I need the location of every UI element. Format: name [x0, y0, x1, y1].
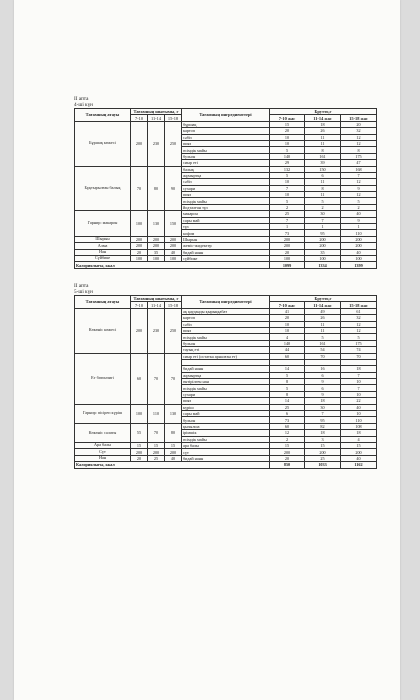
gross-value: 74 — [341, 347, 377, 353]
header-portion-age: 11-14 — [148, 115, 165, 121]
dish-name: Сүйбике — [75, 255, 131, 261]
gross-value: 7 — [341, 372, 377, 378]
ingredient-name: сухари — [182, 391, 270, 397]
ingredient-name: пияз — [182, 192, 270, 198]
portion-value: 35 — [148, 249, 165, 255]
gross-value: 168 — [341, 166, 377, 172]
gross-value: 110 — [341, 230, 377, 236]
gross-value: 15 — [305, 442, 341, 448]
gross-value: 30 — [305, 211, 341, 217]
portion-value: 130 — [165, 404, 182, 423]
ingredient-name: күріш — [182, 404, 270, 410]
ingredient-name: өсімдік майы — [182, 198, 270, 204]
total-label: Калориялығы, ккал — [75, 462, 270, 468]
gross-value: 6 — [305, 385, 341, 391]
gross-value: 5 — [341, 198, 377, 204]
ingredient-name: картоп — [182, 315, 270, 321]
portion-value: 60 — [131, 353, 148, 404]
gross-value: 20 — [270, 455, 305, 461]
gross-value: 200 — [270, 449, 305, 455]
gross-value: 20 — [270, 249, 305, 255]
ingredient-name: ара балы — [182, 442, 270, 448]
gross-value: 175 — [341, 340, 377, 346]
dish-name: Нан — [75, 249, 131, 255]
gross-value: 11 — [305, 192, 341, 198]
total-value: 1334 — [305, 262, 341, 268]
gross-value: 175 — [341, 153, 377, 159]
gross-value: 73 — [270, 230, 305, 236]
ingredient-name: балық — [182, 166, 270, 172]
ingredient-name: жұмыртқа — [182, 172, 270, 178]
ingredient-name: ірімшік — [182, 430, 270, 436]
portion-value: 80 — [148, 166, 165, 211]
gross-value: 2 — [270, 204, 305, 210]
gross-value: 7 — [341, 385, 377, 391]
gross-value: 30 — [305, 404, 341, 410]
header-portion: Тағамның шығымы, г — [131, 296, 182, 302]
header-gross: Брутто,г — [270, 109, 377, 115]
portion-value: 70 — [165, 353, 182, 404]
dish-name: Алма — [75, 243, 131, 249]
ingredient-name: Шырын — [182, 236, 270, 242]
gross-value: 200 — [305, 236, 341, 242]
ingredient-name: жеміс-жидектер — [182, 243, 270, 249]
day-label: 5-ші күн — [74, 289, 93, 295]
gross-value: 7 — [305, 411, 341, 417]
gross-value: 15 — [270, 442, 305, 448]
portion-value: 70 — [148, 353, 165, 404]
menu-table — [74, 108, 377, 269]
header-gross: Брутто,г — [270, 296, 377, 302]
ingredient-name: сүт — [182, 449, 270, 455]
gross-value: 12 — [341, 192, 377, 198]
week-label: II апта — [74, 96, 89, 102]
ingredient-name: тауық еті — [182, 347, 270, 353]
ingredient-name: бульон — [182, 340, 270, 346]
gross-value: 10 — [270, 192, 305, 198]
ingredient-name: өнтірілген нан — [182, 379, 270, 385]
portion-value: 200 — [148, 449, 165, 455]
portion-value: 15 — [148, 442, 165, 448]
ingredient-name: пияз — [182, 327, 270, 333]
portion-value: 200 — [131, 236, 148, 242]
gross-value: 25 — [270, 404, 305, 410]
gross-value: 8 — [305, 147, 341, 153]
gross-value: 60 — [270, 423, 305, 429]
portion-value: 200 — [165, 449, 182, 455]
gross-value: 5 — [341, 334, 377, 340]
ingredient-name: сәбіз — [182, 179, 270, 185]
gross-value: 7 — [270, 185, 305, 191]
header-portion: Тағамның шығымы, г — [131, 109, 182, 115]
gross-value: 47 — [341, 160, 377, 166]
total-row — [75, 262, 377, 268]
menu-day-5 — [74, 283, 376, 469]
gross-value: 4 — [270, 334, 305, 340]
portion-value: 250 — [165, 121, 182, 166]
portion-value: 200 — [148, 243, 165, 249]
gross-value: 11 — [305, 140, 341, 146]
gross-value: 200 — [341, 243, 377, 249]
portion-value: 100 — [148, 255, 165, 261]
menu-day-4 — [74, 96, 376, 269]
gross-value: 41 — [270, 308, 305, 314]
portion-value: 200 — [165, 243, 182, 249]
header-age: 15-18 жас — [341, 115, 377, 121]
portion-value: 70 — [148, 423, 165, 442]
header-portion-age: 15-18 — [165, 115, 182, 121]
portion-value: 90 — [165, 166, 182, 211]
gross-value: 8 — [270, 379, 305, 385]
gross-value: 6 — [305, 372, 341, 378]
total-value: 1033 — [305, 462, 341, 468]
menu-table — [74, 295, 377, 469]
header-dish: Тағамның атауы — [75, 296, 131, 309]
gross-value: 200 — [270, 243, 305, 249]
portion-value: 110 — [148, 404, 165, 423]
portion-value: 20 — [131, 249, 148, 255]
gross-value: 40 — [341, 455, 377, 461]
header-age: 7-10 жас — [270, 115, 305, 121]
total-value: 1162 — [341, 462, 377, 468]
gross-value: 5 — [270, 147, 305, 153]
header-portion-age: 7-10 — [131, 115, 148, 121]
gross-value: 61 — [341, 308, 377, 314]
header-ingredients: Тағамның ингредиенттері — [182, 109, 270, 122]
gross-value: 200 — [270, 236, 305, 242]
ingredient-name: бидай нанн — [182, 366, 270, 372]
gross-value: 7 — [341, 172, 377, 178]
gross-value: 110 — [341, 417, 377, 423]
header-portion-age: 15-18 — [165, 302, 182, 308]
gross-value: 8 — [305, 185, 341, 191]
gross-value: 200 — [341, 449, 377, 455]
gross-value: 18 — [341, 366, 377, 372]
ingredient-name: бульон — [182, 153, 270, 159]
gross-value: 20 — [270, 128, 305, 134]
header-age: 11-14 жас — [305, 115, 341, 121]
ingredient-name: йодталған тұз — [182, 204, 270, 210]
gross-value: 100 — [305, 255, 341, 261]
total-row — [75, 462, 377, 468]
gross-value: 200 — [305, 449, 341, 455]
gross-value: 161 — [305, 340, 341, 346]
portion-value: 130 — [148, 211, 165, 237]
total-label: Калориялығы, ккал — [75, 262, 270, 268]
gross-value: 18 — [305, 121, 341, 127]
ingredient-name: бұршақ — [182, 121, 270, 127]
ingredient-name: сәбіз — [182, 134, 270, 140]
ingredient-name: ақ қауданды қырыққабат — [182, 308, 270, 314]
gross-value: 2 — [341, 204, 377, 210]
gross-value: 22 — [341, 398, 377, 404]
portion-value: 55 — [131, 423, 148, 442]
gross-value: 10 — [270, 321, 305, 327]
gross-value: 10 — [270, 134, 305, 140]
gross-value: 150 — [305, 166, 341, 172]
gross-value: 11 — [305, 327, 341, 333]
header-dish: Тағамның атауы — [75, 109, 131, 122]
portion-value: 200 — [148, 236, 165, 242]
gross-value: 5 — [270, 372, 305, 378]
gross-value: 35 — [305, 249, 341, 255]
gross-value: 32 — [341, 128, 377, 134]
gross-value: 12 — [341, 327, 377, 333]
gross-value: 2 — [305, 204, 341, 210]
gross-value: 40 — [341, 404, 377, 410]
ingredient-name: сәбіз — [182, 321, 270, 327]
gross-value: 10 — [270, 140, 305, 146]
ingredient-name: бидай нанн — [182, 249, 270, 255]
gross-value: 16 — [305, 366, 341, 372]
total-value: 1099 — [270, 262, 305, 268]
dish-name: Нан — [75, 455, 131, 461]
ingredient-name: өсімдік майы — [182, 436, 270, 442]
header-age: 7-10 жас — [270, 302, 305, 308]
ingredient-name: сары май — [182, 217, 270, 223]
portion-value: 15 — [131, 442, 148, 448]
gross-value: 32 — [341, 315, 377, 321]
gross-value: 10 — [341, 379, 377, 385]
portion-value: 150 — [165, 211, 182, 237]
header-portion-age: 11-14 — [148, 302, 165, 308]
gross-value: 12 — [270, 430, 305, 436]
gross-value: 70 — [341, 353, 377, 359]
gross-value: 25 — [270, 211, 305, 217]
ingredient-name: сухари — [182, 185, 270, 191]
gross-value: 100 — [341, 255, 377, 261]
ingredient-name: сиыр еті (остатка арналған ет) — [182, 353, 270, 359]
gross-value: 54 — [305, 347, 341, 353]
portion-value: 100 — [131, 404, 148, 423]
gross-value: 14 — [270, 366, 305, 372]
portion-value: 100 — [131, 255, 148, 261]
gross-value: 40 — [341, 211, 377, 217]
gross-value: 25 — [305, 455, 341, 461]
gross-value: 10 — [270, 179, 305, 185]
portion-value: 200 — [131, 243, 148, 249]
gross-value: 9 — [305, 379, 341, 385]
ingredient-name: сүйбике — [182, 255, 270, 261]
gross-value: 60 — [270, 353, 305, 359]
portion-value: 200 — [131, 449, 148, 455]
gross-value: 7 — [270, 217, 305, 223]
header-age: 11-14 жас — [305, 302, 341, 308]
gross-value: 10 — [270, 327, 305, 333]
dish-name: Ет батончигі — [75, 353, 131, 404]
day-label: 4-ші күн — [74, 102, 93, 108]
portion-value: 200 — [131, 121, 148, 166]
ingredient-name: өсімдік майы — [182, 147, 270, 153]
gross-value: 5 — [305, 198, 341, 204]
gross-value: 6 — [305, 172, 341, 178]
gross-value: 12 — [341, 179, 377, 185]
gross-value: 140 — [270, 340, 305, 346]
gross-value: 49 — [305, 308, 341, 314]
ingredient-name: өсімдік майы — [182, 334, 270, 340]
gross-value: 11 — [305, 321, 341, 327]
gross-value: 12 — [341, 134, 377, 140]
gross-value: 1 — [270, 224, 305, 230]
dish-name: Сүт — [75, 449, 131, 455]
gross-value: 95 — [305, 417, 341, 423]
gross-value: 140 — [270, 153, 305, 159]
gross-value: 9 — [341, 185, 377, 191]
portion-value: 70 — [131, 166, 148, 211]
dish-name: Көкөніс салаты — [75, 423, 131, 442]
gross-value: 20 — [270, 315, 305, 321]
gross-value: 5 — [270, 385, 305, 391]
gross-value: 4 — [341, 436, 377, 442]
ingredient-name: бидай нанн — [182, 455, 270, 461]
dish-name: Шырын — [75, 236, 131, 242]
gross-value: 200 — [341, 236, 377, 242]
gross-value: 1 — [305, 224, 341, 230]
gross-value: 8 — [270, 391, 305, 397]
gross-value: 8 — [341, 147, 377, 153]
gross-value: 82 — [305, 423, 341, 429]
gross-value: 18 — [341, 430, 377, 436]
dish-name: Гарнир: макарон — [75, 211, 131, 237]
ingredient-name: пияз — [182, 398, 270, 404]
gross-value: 7 — [305, 217, 341, 223]
ingredient-name: қызылша — [182, 423, 270, 429]
portion-value: 200 — [165, 236, 182, 242]
gross-value: 12 — [341, 140, 377, 146]
header-portion-age: 7-10 — [131, 302, 148, 308]
ingredient-name: тұз — [182, 224, 270, 230]
gross-value: 26 — [305, 315, 341, 321]
portion-value: 40 — [165, 249, 182, 255]
gross-value: 70 — [305, 353, 341, 359]
document-page — [14, 0, 400, 700]
total-value: 1399 — [341, 262, 377, 268]
gross-value: 100 — [270, 255, 305, 261]
ingredient-name: сары май — [182, 411, 270, 417]
gross-value: 15 — [270, 121, 305, 127]
week-label: II апта — [74, 283, 89, 289]
gross-value: 15 — [341, 442, 377, 448]
gross-value: 5 — [270, 172, 305, 178]
ingredient-name: өсімдік майы — [182, 385, 270, 391]
gross-value: 132 — [270, 166, 305, 172]
gross-value: 9 — [341, 217, 377, 223]
dish-name: Ара балы — [75, 442, 131, 448]
gross-value: 39 — [305, 160, 341, 166]
gross-value: 40 — [341, 249, 377, 255]
total-value: 850 — [270, 462, 305, 468]
portion-value: 40 — [165, 455, 182, 461]
header-age: 15-18 жас — [341, 302, 377, 308]
ingredient-name: жұмыртқа — [182, 372, 270, 378]
gross-value: 10 — [341, 411, 377, 417]
gross-value: 14 — [270, 398, 305, 404]
ingredient-name: сиыр еті — [182, 160, 270, 166]
ingredient-name: макарон — [182, 211, 270, 217]
ingredient-name: кофом — [182, 230, 270, 236]
dish-name: Көкөніс көжесі — [75, 308, 131, 353]
gross-value: 73 — [270, 417, 305, 423]
portion-value: 230 — [148, 121, 165, 166]
portion-value: 100 — [131, 211, 148, 237]
dish-name: Гарнир: пісіреп күріш — [75, 404, 131, 423]
gross-value: 10 — [341, 391, 377, 397]
gross-value: 18 — [305, 398, 341, 404]
gross-value: 6 — [270, 411, 305, 417]
portion-value: 100 — [165, 255, 182, 261]
gross-value: 1 — [341, 224, 377, 230]
gross-value: 44 — [270, 347, 305, 353]
ingredient-name: пияз — [182, 140, 270, 146]
portion-value: 230 — [148, 308, 165, 353]
gross-value: 9 — [305, 391, 341, 397]
dish-name: Бұршақ көжесі — [75, 121, 131, 166]
gross-value: 108 — [341, 423, 377, 429]
portion-value: 20 — [131, 455, 148, 461]
dish-name: Бұқтырылған балық — [75, 166, 131, 211]
gross-value: 2 — [270, 436, 305, 442]
gross-value: 95 — [305, 230, 341, 236]
portion-value: 25 — [148, 455, 165, 461]
gross-value: 3 — [305, 436, 341, 442]
header-ingredients: Тағамның ингредиенттері — [182, 296, 270, 309]
gross-value: 5 — [305, 334, 341, 340]
portion-value: 200 — [131, 308, 148, 353]
gross-value: 11 — [305, 134, 341, 140]
gross-value: 5 — [270, 198, 305, 204]
portion-value: 15 — [165, 442, 182, 448]
portion-value: 80 — [165, 423, 182, 442]
gross-value: 11 — [305, 179, 341, 185]
gross-value: 20 — [341, 121, 377, 127]
ingredient-name: картоп — [182, 128, 270, 134]
gross-value: 200 — [305, 243, 341, 249]
gross-value: 161 — [305, 153, 341, 159]
gross-value: 26 — [305, 128, 341, 134]
gross-value: 29 — [270, 160, 305, 166]
portion-value: 250 — [165, 308, 182, 353]
gross-value: 18 — [305, 430, 341, 436]
ingredient-name: бульон — [182, 417, 270, 423]
gross-value: 12 — [341, 321, 377, 327]
